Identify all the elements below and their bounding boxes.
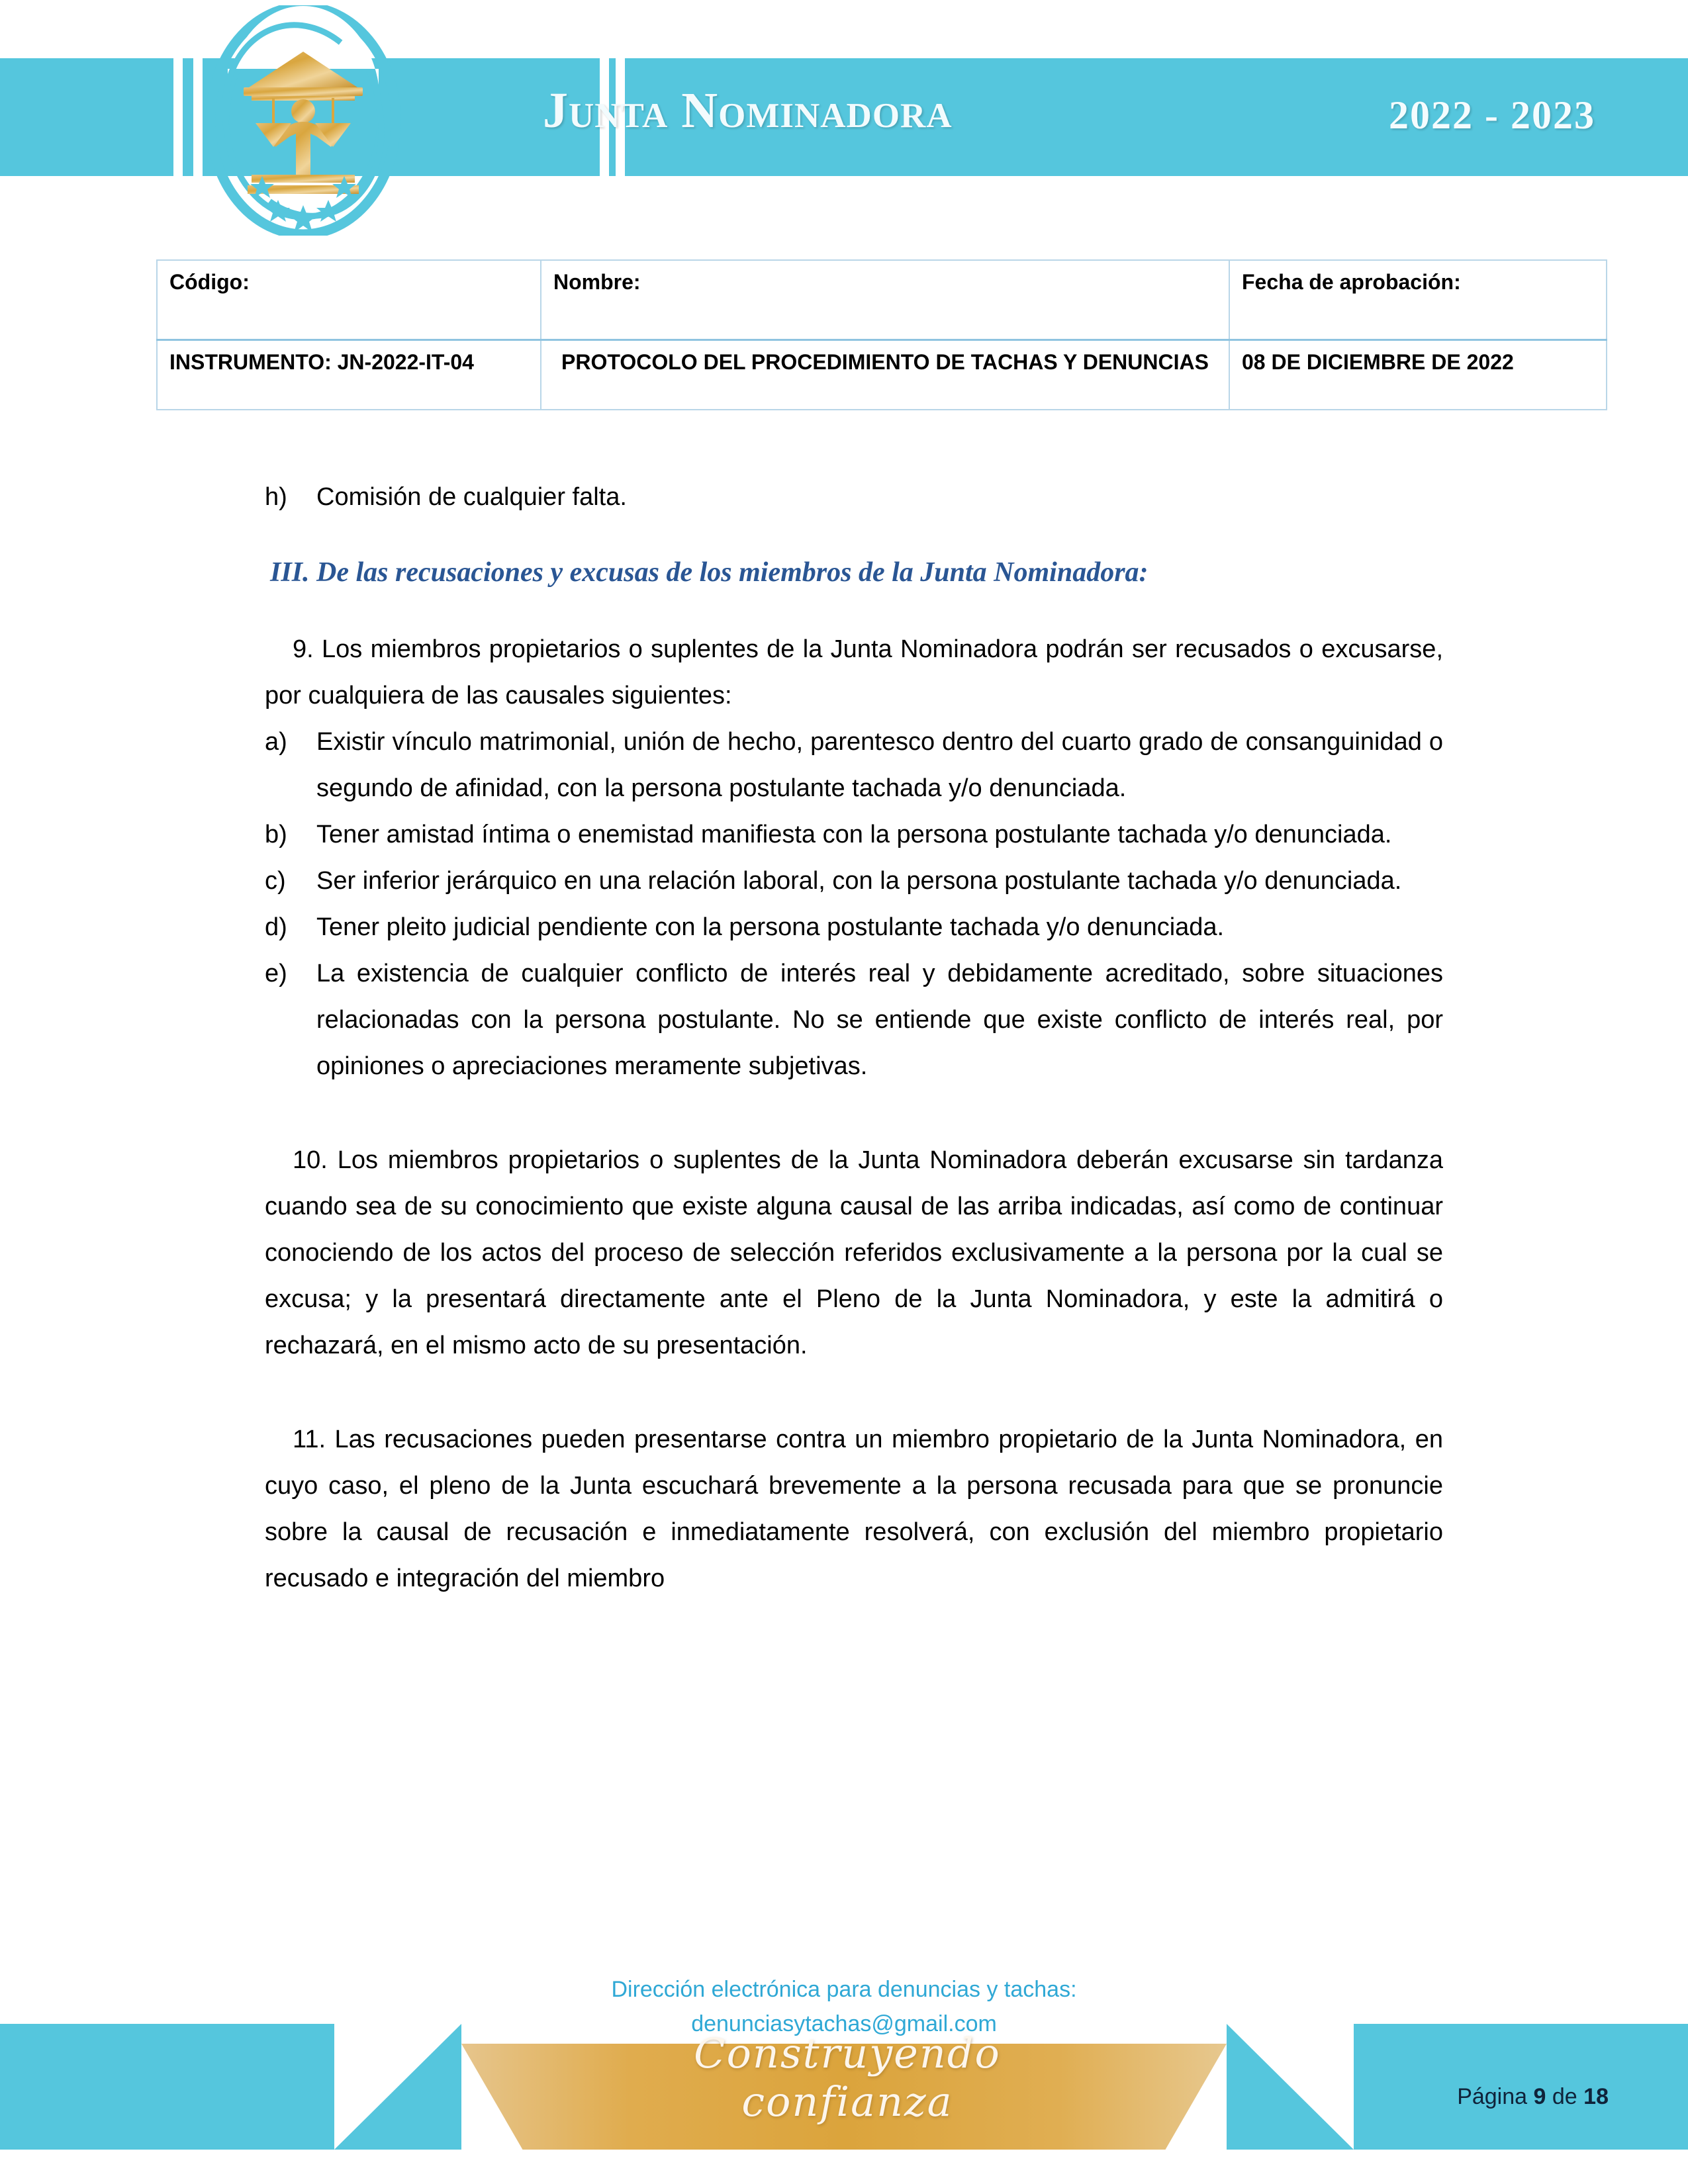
- table-row-headers: [157, 260, 1607, 340]
- list-item-d: [265, 904, 1443, 950]
- list-item-a: [265, 719, 1443, 811]
- paragraph-10: 10. Los miembros propietarios o suplentes de la Junta Nominadora deberán excusarse sin tardanza cuando sea de su conocimiento que existe alguna causal de las arriba indicadas, así como de continuar conociendo de los actos del proceso de selección referidos exclusivamente a la persona por la cual se excusa; y la presentará directamente ante el Pleno de la Junta Nominadora, y este la admitirá o rechazará, en el mismo acto de su presentación.: [265, 1146, 1443, 1360]
- table-cell-instrumento: INSTRUMENTO: JN-2022-IT-04: [157, 340, 541, 410]
- page-prefix-label: Página: [1457, 2084, 1528, 2109]
- document-meta-table: [156, 259, 1607, 410]
- footer-email-address[interactable]: denunciasytachas@gmail.com: [691, 2011, 997, 2036]
- paragraph-spacer: [265, 1089, 1443, 1137]
- list-marker: b): [265, 821, 287, 849]
- footer-contact-block: [0, 1972, 1688, 2041]
- scales-of-justice-seal-icon: [164, 5, 442, 236]
- footer-teal-wedge-left: [334, 2024, 461, 2150]
- paragraph-11: 11. Las recusaciones pueden presentarse contra un miembro propietario de la Junta Nominadora, en cuyo caso, el pleno de la Junta escuchará brevemente a la persona recusada para que se pronuncie sobre la causal de recusación e inmediatamente resolverá, con exclusión del miembro propietario recusado e integración del miembro: [265, 1426, 1443, 1593]
- document-body: [265, 474, 1443, 1602]
- page-footer: [0, 1952, 1688, 2184]
- list-item-b: [265, 811, 1443, 858]
- list-marker: d): [265, 913, 287, 942]
- section-heading-iii: III. De las recusaciones y excusas de los miembros de la Junta Nominadora:: [270, 557, 1149, 588]
- list-marker: h): [265, 483, 287, 511]
- page-current-number: 9: [1533, 2084, 1546, 2109]
- table-header-fecha: Fecha de aprobación:: [1229, 260, 1607, 340]
- list-item-label: Existir vínculo matrimonial, unión de hecho, parentesco dentro del cuarto grado de consanguinidad o segundo de afinidad, con la persona postulante tachada y/o denunciada.: [316, 728, 1443, 803]
- paragraph-spacer: [265, 1369, 1443, 1416]
- list-item-c: [265, 858, 1443, 904]
- list-marker: e): [265, 960, 287, 988]
- footer-slogan: Construyendo confianza: [694, 2029, 1001, 2126]
- footer-email-label: Dirección electrónica para denuncias y tachas:: [611, 1977, 1077, 2002]
- list-item-label: Comisión de cualquier falta.: [316, 483, 627, 511]
- list-item-label: Tener pleito judicial pendiente con la persona postulante tachada y/o denunciada.: [316, 913, 1225, 942]
- paragraph-9: 9. Los miembros propietarios o suplentes de la Junta Nominadora podrán ser recusados o excusarse, por cualquiera de las causales siguientes:: [265, 635, 1443, 710]
- footer-teal-band-left: [0, 2024, 334, 2150]
- header-years: 2022 - 2023: [1389, 93, 1595, 137]
- footer-teal-wedge-right: [1227, 2024, 1354, 2150]
- list-marker: c): [265, 867, 286, 895]
- table-header-nombre: Nombre:: [541, 260, 1229, 340]
- list-marker: a): [265, 728, 287, 756]
- table-row-values: [157, 340, 1607, 410]
- causales-list: [265, 719, 1443, 1089]
- list-item-h: [265, 474, 1443, 520]
- list-item-label: La existencia de cualquier conflicto de interés real y debidamente acreditado, sobre situaciones relacionadas con la persona postulante. No se entiende que existe conflicto de interés real, por opiniones o apreciaciones meramente subjetivas.: [316, 960, 1443, 1081]
- list-item-label: Ser inferior jerárquico en una relación laboral, con la persona postulante tachada y/o denunciada.: [316, 867, 1402, 895]
- page-header: [0, 0, 1688, 238]
- list-item-label: Tener amistad íntima o enemistad manifiesta con la persona postulante tachada y/o denunciada.: [316, 821, 1392, 849]
- page-middle-label: de: [1552, 2084, 1577, 2109]
- list-item-e: [265, 950, 1443, 1089]
- table-header-codigo: Código:: [157, 260, 541, 340]
- table-cell-protocolo: PROTOCOLO DEL PROCEDIMIENTO DE TACHAS Y DENUNCIAS: [541, 340, 1229, 410]
- header-title: Junta Nominadora: [543, 83, 953, 138]
- table-cell-fecha: 08 DE DICIEMBRE DE 2022: [1229, 340, 1607, 410]
- footer-page-number: [1457, 2084, 1609, 2110]
- page-total-number: 18: [1583, 2084, 1609, 2109]
